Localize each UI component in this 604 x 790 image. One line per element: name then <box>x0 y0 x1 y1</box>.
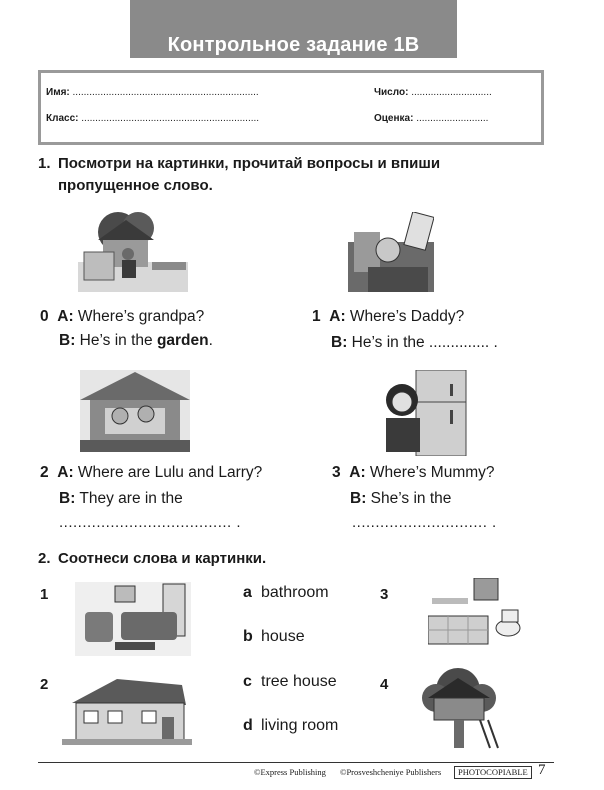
student-info-box <box>38 70 544 145</box>
item-3-blank[interactable]: ............................. . <box>352 514 497 531</box>
item-2-question: 2 A: Where are Lulu and Larry? <box>40 464 263 481</box>
item-1-answer[interactable]: B: He’s in the .............. . <box>331 334 498 351</box>
name-field[interactable]: Имя: ................................................................... <box>46 87 259 98</box>
item-0-question: 0 A: Where’s grandpa? <box>40 308 205 325</box>
daddy-bedroom-picture <box>348 212 434 292</box>
word-a: a bathroom <box>243 584 329 601</box>
item-1-question: 1 A: Where’s Daddy? <box>312 308 465 325</box>
photocopiable-badge: PHOTOCOPIABLE <box>454 766 532 779</box>
word-c: c tree house <box>243 673 337 690</box>
class-field[interactable]: Класс: ................................................................ <box>46 113 260 124</box>
bathroom-picture <box>428 578 524 648</box>
picture-number-3: 3 <box>380 586 389 603</box>
living-room-picture <box>75 582 191 656</box>
publisher-express: ©Express Publishing <box>254 767 326 777</box>
picture-number-1: 1 <box>40 586 49 603</box>
picture-number-4: 4 <box>380 676 389 693</box>
item-2-blank[interactable]: ..................................... . <box>59 514 242 531</box>
item-3-answer: B: She’s in the <box>350 490 452 507</box>
tree-house-kids-picture <box>80 370 190 452</box>
grade-field[interactable]: Оценка: .......................... <box>374 113 489 124</box>
page-title: Контрольное задание 1В <box>167 34 420 56</box>
task2-heading: 2. Соотнеси слова и картинки. <box>38 550 267 567</box>
date-field[interactable]: Число: ............................. <box>374 87 492 98</box>
house-picture <box>62 675 192 745</box>
word-b: b house <box>243 628 305 645</box>
item-2-answer: B: They are in the <box>59 490 183 507</box>
picture-number-2: 2 <box>40 676 49 693</box>
publisher-prosveshcheniye: ©Prosveshcheniye Publishers <box>340 767 442 777</box>
task1-heading: 1. Посмотри на картинки, прочитай вопросы и впиши <box>38 155 441 172</box>
footer-divider <box>38 762 554 763</box>
task1-heading-line2: пропущенное слово. <box>58 177 213 194</box>
garden-picture <box>78 212 188 292</box>
word-d: d living room <box>243 717 339 734</box>
tree-house-picture <box>410 668 508 750</box>
page-number: 7 <box>538 762 546 778</box>
mummy-kitchen-picture <box>372 370 470 456</box>
item-3-question: 3 A: Where’s Mummy? <box>332 464 495 481</box>
item-0-answer: B: He’s in the garden. <box>59 332 213 349</box>
